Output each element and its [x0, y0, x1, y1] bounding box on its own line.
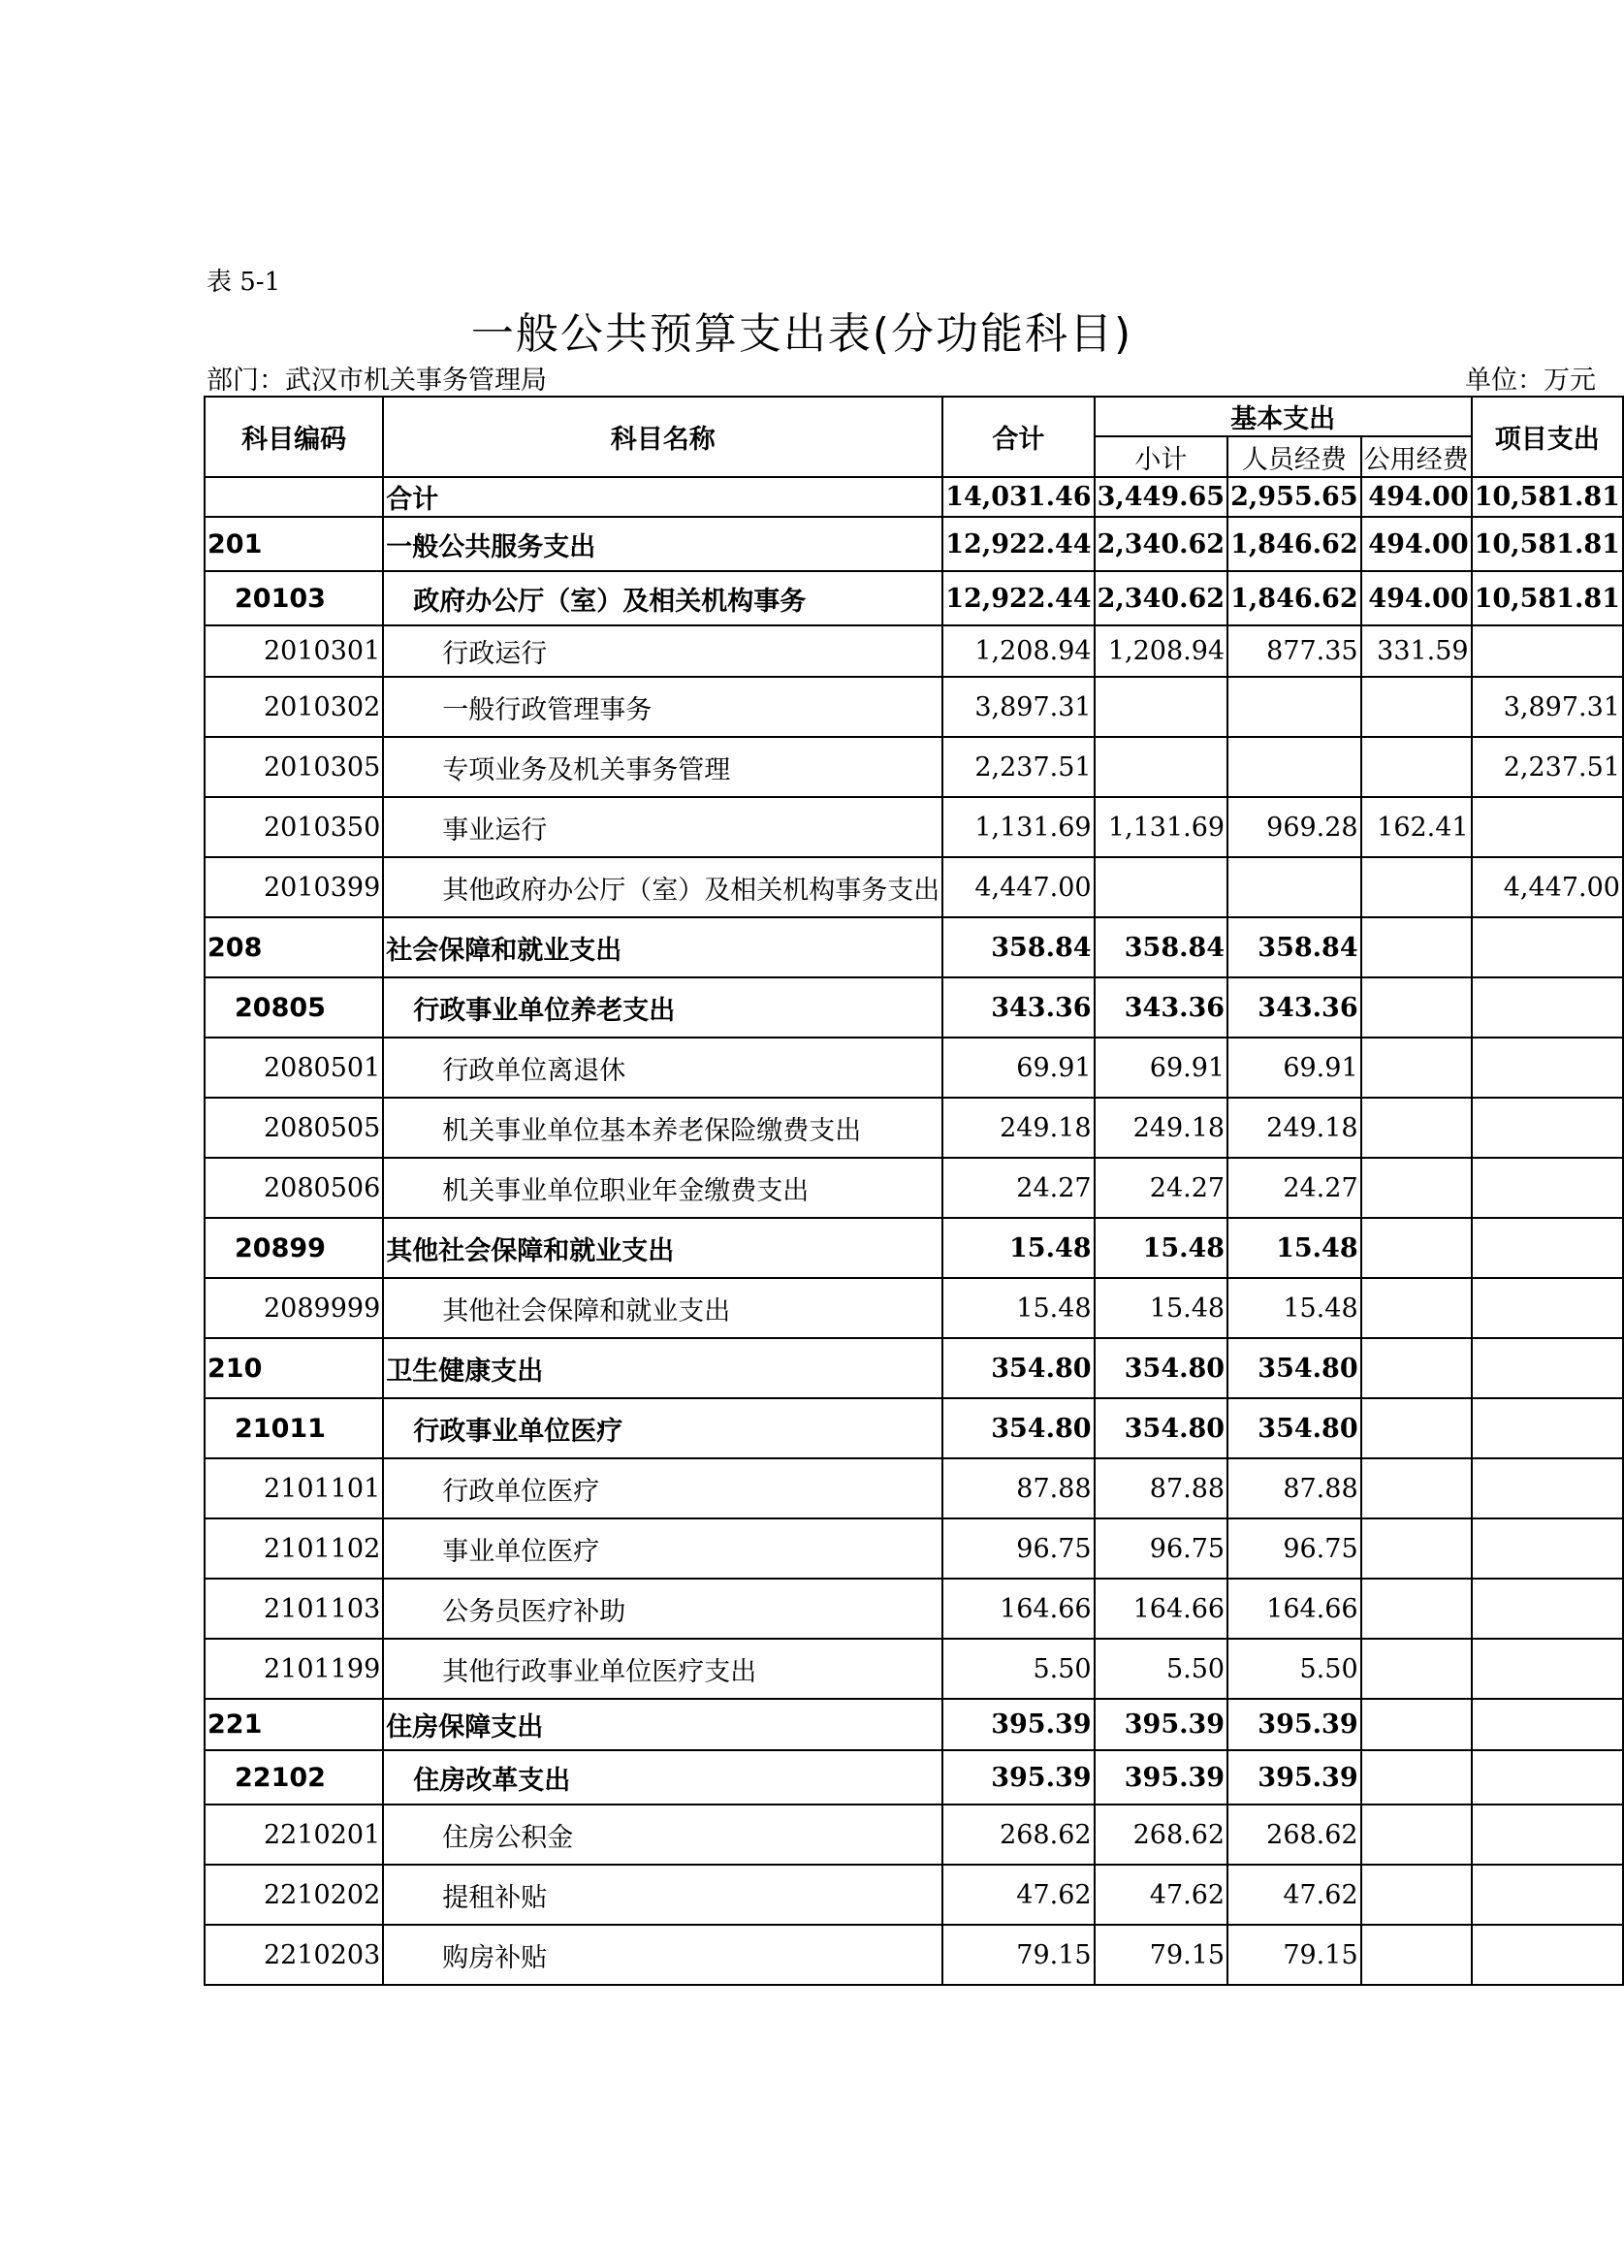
table-row [205, 677, 1623, 737]
row-code: 221 [205, 1699, 383, 1750]
row-code: 2080501 [205, 1038, 383, 1098]
row-project [1472, 625, 1623, 677]
row-subtotal: 1,208.94 [1095, 625, 1228, 677]
row-name: 其他社会保障和就业支出 [383, 1278, 942, 1338]
row-total: 164.66 [942, 1579, 1094, 1639]
row-public [1361, 1038, 1472, 1098]
row-project [1472, 1098, 1623, 1158]
row-name: 其他行政事业单位医疗支出 [383, 1639, 942, 1699]
row-project [1472, 1805, 1623, 1865]
row-total: 12,922.44 [942, 571, 1094, 625]
row-project [1472, 797, 1623, 857]
row-subtotal: 358.84 [1095, 917, 1228, 977]
row-subtotal: 395.39 [1095, 1699, 1228, 1750]
row-total: 47.62 [942, 1865, 1094, 1925]
row-subtotal: 164.66 [1095, 1579, 1228, 1639]
row-personnel: 164.66 [1227, 1579, 1361, 1639]
page-title: 一般公共预算支出表(分功能科目) [470, 309, 1133, 359]
row-personnel: 2,955.65 [1227, 477, 1361, 517]
row-personnel: 969.28 [1227, 797, 1361, 857]
row-total: 5.50 [942, 1639, 1094, 1699]
row-project [1472, 1579, 1623, 1639]
table-row [205, 1338, 1623, 1398]
table-row [205, 977, 1623, 1038]
row-personnel: 15.48 [1227, 1278, 1361, 1338]
row-personnel: 249.18 [1227, 1098, 1361, 1158]
table-row [205, 1925, 1623, 1985]
row-project [1472, 1925, 1623, 1985]
row-code: 208 [205, 917, 383, 977]
row-code: 20103 [205, 571, 383, 625]
row-project [1472, 1639, 1623, 1699]
row-name: 事业运行 [383, 797, 942, 857]
table-row [205, 1038, 1623, 1098]
table-row [205, 1098, 1623, 1158]
row-name: 事业单位医疗 [383, 1518, 942, 1579]
row-personnel: 15.48 [1227, 1218, 1361, 1278]
row-name: 一般行政管理事务 [383, 677, 942, 737]
row-total: 354.80 [942, 1398, 1094, 1458]
table-row [205, 857, 1623, 917]
row-public [1361, 1218, 1472, 1278]
row-public: 162.41 [1361, 797, 1472, 857]
row-subtotal: 3,449.65 [1095, 477, 1228, 517]
row-code: 21011 [205, 1398, 383, 1458]
row-name: 机关事业单位基本养老保险缴费支出 [383, 1098, 942, 1158]
row-name: 其他社会保障和就业支出 [383, 1218, 942, 1278]
row-total: 4,447.00 [942, 857, 1094, 917]
row-public [1361, 1158, 1472, 1218]
row-public [1361, 1805, 1472, 1865]
row-name: 行政单位离退休 [383, 1038, 942, 1098]
row-project [1472, 1338, 1623, 1398]
row-code: 2210203 [205, 1925, 383, 1985]
row-subtotal: 268.62 [1095, 1805, 1228, 1865]
row-total: 24.27 [942, 1158, 1094, 1218]
row-total: 1,131.69 [942, 797, 1094, 857]
row-subtotal: 69.91 [1095, 1038, 1228, 1098]
header-project: 项目支出 [1472, 397, 1623, 477]
row-public [1361, 1699, 1472, 1750]
row-name: 其他政府办公厅（室）及相关机构事务支出 [383, 857, 942, 917]
table-row [205, 1218, 1623, 1278]
header-public: 公用经费 [1361, 436, 1472, 477]
table-row [205, 1518, 1623, 1579]
row-public [1361, 1865, 1472, 1925]
table-row [205, 1865, 1623, 1925]
row-code: 2010399 [205, 857, 383, 917]
row-name: 行政事业单位医疗 [383, 1398, 942, 1458]
row-code: 2080506 [205, 1158, 383, 1218]
row-project [1472, 1518, 1623, 1579]
row-name: 购房补贴 [383, 1925, 942, 1985]
table-row [205, 1278, 1623, 1338]
row-code: 2080505 [205, 1098, 383, 1158]
row-project: 10,581.81 [1472, 517, 1623, 571]
row-project [1472, 1278, 1623, 1338]
row-personnel: 87.88 [1227, 1458, 1361, 1518]
table-row [205, 737, 1623, 797]
row-name: 社会保障和就业支出 [383, 917, 942, 977]
row-public [1361, 737, 1472, 797]
table-row [205, 1699, 1623, 1750]
row-project: 4,447.00 [1472, 857, 1623, 917]
row-code: 2010305 [205, 737, 383, 797]
row-public [1361, 977, 1472, 1038]
row-project: 2,237.51 [1472, 737, 1623, 797]
row-total: 343.36 [942, 977, 1094, 1038]
row-subtotal: 5.50 [1095, 1639, 1228, 1699]
row-personnel [1227, 857, 1361, 917]
row-public [1361, 1518, 1472, 1579]
row-personnel: 354.80 [1227, 1398, 1361, 1458]
row-personnel: 395.39 [1227, 1750, 1361, 1805]
row-subtotal [1095, 737, 1228, 797]
row-personnel: 877.35 [1227, 625, 1361, 677]
row-public [1361, 917, 1472, 977]
row-total: 2,237.51 [942, 737, 1094, 797]
row-project [1472, 1750, 1623, 1805]
row-name: 合计 [383, 477, 942, 517]
row-code: 201 [205, 517, 383, 571]
table-row [205, 1639, 1623, 1699]
row-total: 3,897.31 [942, 677, 1094, 737]
row-total: 14,031.46 [942, 477, 1094, 517]
row-public: 494.00 [1361, 571, 1472, 625]
row-name: 住房改革支出 [383, 1750, 942, 1805]
row-public [1361, 1338, 1472, 1398]
row-project: 10,581.81 [1472, 571, 1623, 625]
row-subtotal: 354.80 [1095, 1338, 1228, 1398]
row-code: 2210201 [205, 1805, 383, 1865]
row-subtotal: 343.36 [1095, 977, 1228, 1038]
row-subtotal: 79.15 [1095, 1925, 1228, 1985]
table-row [205, 517, 1623, 571]
row-public [1361, 1398, 1472, 1458]
row-total: 1,208.94 [942, 625, 1094, 677]
row-code: 2210202 [205, 1865, 383, 1925]
row-personnel: 96.75 [1227, 1518, 1361, 1579]
row-public: 494.00 [1361, 517, 1472, 571]
table-row [205, 1158, 1623, 1218]
row-name: 行政运行 [383, 625, 942, 677]
row-personnel: 395.39 [1227, 1699, 1361, 1750]
row-total: 69.91 [942, 1038, 1094, 1098]
row-subtotal: 87.88 [1095, 1458, 1228, 1518]
row-personnel: 5.50 [1227, 1639, 1361, 1699]
row-code: 2010350 [205, 797, 383, 857]
row-name: 专项业务及机关事务管理 [383, 737, 942, 797]
row-personnel: 47.62 [1227, 1865, 1361, 1925]
row-project [1472, 977, 1623, 1038]
row-total: 15.48 [942, 1278, 1094, 1338]
row-project [1472, 917, 1623, 977]
row-total: 12,922.44 [942, 517, 1094, 571]
row-personnel: 79.15 [1227, 1925, 1361, 1985]
row-public [1361, 1098, 1472, 1158]
row-code: 2101199 [205, 1639, 383, 1699]
header-personnel: 人员经费 [1227, 436, 1361, 477]
row-personnel: 343.36 [1227, 977, 1361, 1038]
table-row [205, 571, 1623, 625]
row-total: 87.88 [942, 1458, 1094, 1518]
row-subtotal: 2,340.62 [1095, 571, 1228, 625]
row-subtotal [1095, 857, 1228, 917]
row-name: 公务员医疗补助 [383, 1579, 942, 1639]
row-project [1472, 1158, 1623, 1218]
table-row [205, 625, 1623, 677]
row-project [1472, 1699, 1623, 1750]
row-subtotal: 24.27 [1095, 1158, 1228, 1218]
row-subtotal: 2,340.62 [1095, 517, 1228, 571]
row-code: 2010301 [205, 625, 383, 677]
row-public: 494.00 [1361, 477, 1472, 517]
table-row [205, 1805, 1623, 1865]
row-total: 358.84 [942, 917, 1094, 977]
row-public [1361, 1278, 1472, 1338]
row-personnel: 1,846.62 [1227, 517, 1361, 571]
table-row [205, 1398, 1623, 1458]
row-personnel: 354.80 [1227, 1338, 1361, 1398]
row-subtotal: 354.80 [1095, 1398, 1228, 1458]
row-name: 一般公共服务支出 [383, 517, 942, 571]
row-public [1361, 857, 1472, 917]
row-project [1472, 1398, 1623, 1458]
row-code [205, 477, 383, 517]
header-name: 科目名称 [383, 397, 942, 477]
row-name: 提租补贴 [383, 1865, 942, 1925]
row-name: 行政事业单位养老支出 [383, 977, 942, 1038]
row-code: 2101102 [205, 1518, 383, 1579]
table-number: 表 5-1 [207, 268, 281, 297]
row-public [1361, 1750, 1472, 1805]
header-subtotal: 小计 [1095, 436, 1228, 477]
row-public [1361, 1579, 1472, 1639]
row-personnel: 1,846.62 [1227, 571, 1361, 625]
row-code: 2010302 [205, 677, 383, 737]
unit-label: 单位：万元 [1465, 366, 1596, 396]
row-code: 210 [205, 1338, 383, 1398]
row-subtotal: 15.48 [1095, 1218, 1228, 1278]
header-basic: 基本支出 [1095, 397, 1472, 436]
row-public [1361, 1925, 1472, 1985]
row-total: 15.48 [942, 1218, 1094, 1278]
department-label: 部门：武汉市机关事务管理局 [207, 366, 547, 396]
row-personnel: 268.62 [1227, 1805, 1361, 1865]
row-project [1472, 1458, 1623, 1518]
row-total: 354.80 [942, 1338, 1094, 1398]
header-total: 合计 [942, 397, 1094, 477]
row-subtotal: 96.75 [1095, 1518, 1228, 1579]
row-name: 住房保障支出 [383, 1699, 942, 1750]
row-total: 79.15 [942, 1925, 1094, 1985]
row-code: 20899 [205, 1218, 383, 1278]
row-public [1361, 1639, 1472, 1699]
row-subtotal [1095, 677, 1228, 737]
table-row [205, 1458, 1623, 1518]
row-project [1472, 1865, 1623, 1925]
row-code: 2089999 [205, 1278, 383, 1338]
row-subtotal: 395.39 [1095, 1750, 1228, 1805]
row-code: 20805 [205, 977, 383, 1038]
row-name: 卫生健康支出 [383, 1338, 942, 1398]
row-name: 住房公积金 [383, 1805, 942, 1865]
row-personnel [1227, 677, 1361, 737]
row-public [1361, 677, 1472, 737]
table-row [205, 1579, 1623, 1639]
row-personnel: 24.27 [1227, 1158, 1361, 1218]
row-project: 10,581.81 [1472, 477, 1623, 517]
header-code: 科目编码 [205, 397, 383, 477]
row-personnel [1227, 737, 1361, 797]
row-name: 行政单位医疗 [383, 1458, 942, 1518]
row-name: 机关事业单位职业年金缴费支出 [383, 1158, 942, 1218]
row-subtotal: 1,131.69 [1095, 797, 1228, 857]
row-total: 268.62 [942, 1805, 1094, 1865]
row-name: 政府办公厅（室）及相关机构事务 [383, 571, 942, 625]
row-total: 249.18 [942, 1098, 1094, 1158]
row-public [1361, 1458, 1472, 1518]
row-subtotal: 249.18 [1095, 1098, 1228, 1158]
row-total: 395.39 [942, 1699, 1094, 1750]
budget-table [204, 396, 1624, 1986]
row-personnel: 358.84 [1227, 917, 1361, 977]
row-code: 2101101 [205, 1458, 383, 1518]
row-total: 96.75 [942, 1518, 1094, 1579]
table-row [205, 797, 1623, 857]
row-personnel: 69.91 [1227, 1038, 1361, 1098]
row-code: 2101103 [205, 1579, 383, 1639]
table-row [205, 1750, 1623, 1805]
row-project: 3,897.31 [1472, 677, 1623, 737]
row-public: 331.59 [1361, 625, 1472, 677]
row-project [1472, 1218, 1623, 1278]
row-subtotal: 47.62 [1095, 1865, 1228, 1925]
row-project [1472, 1038, 1623, 1098]
table-row [205, 477, 1623, 517]
table-row [205, 917, 1623, 977]
row-code: 22102 [205, 1750, 383, 1805]
row-total: 395.39 [942, 1750, 1094, 1805]
row-subtotal: 15.48 [1095, 1278, 1228, 1338]
